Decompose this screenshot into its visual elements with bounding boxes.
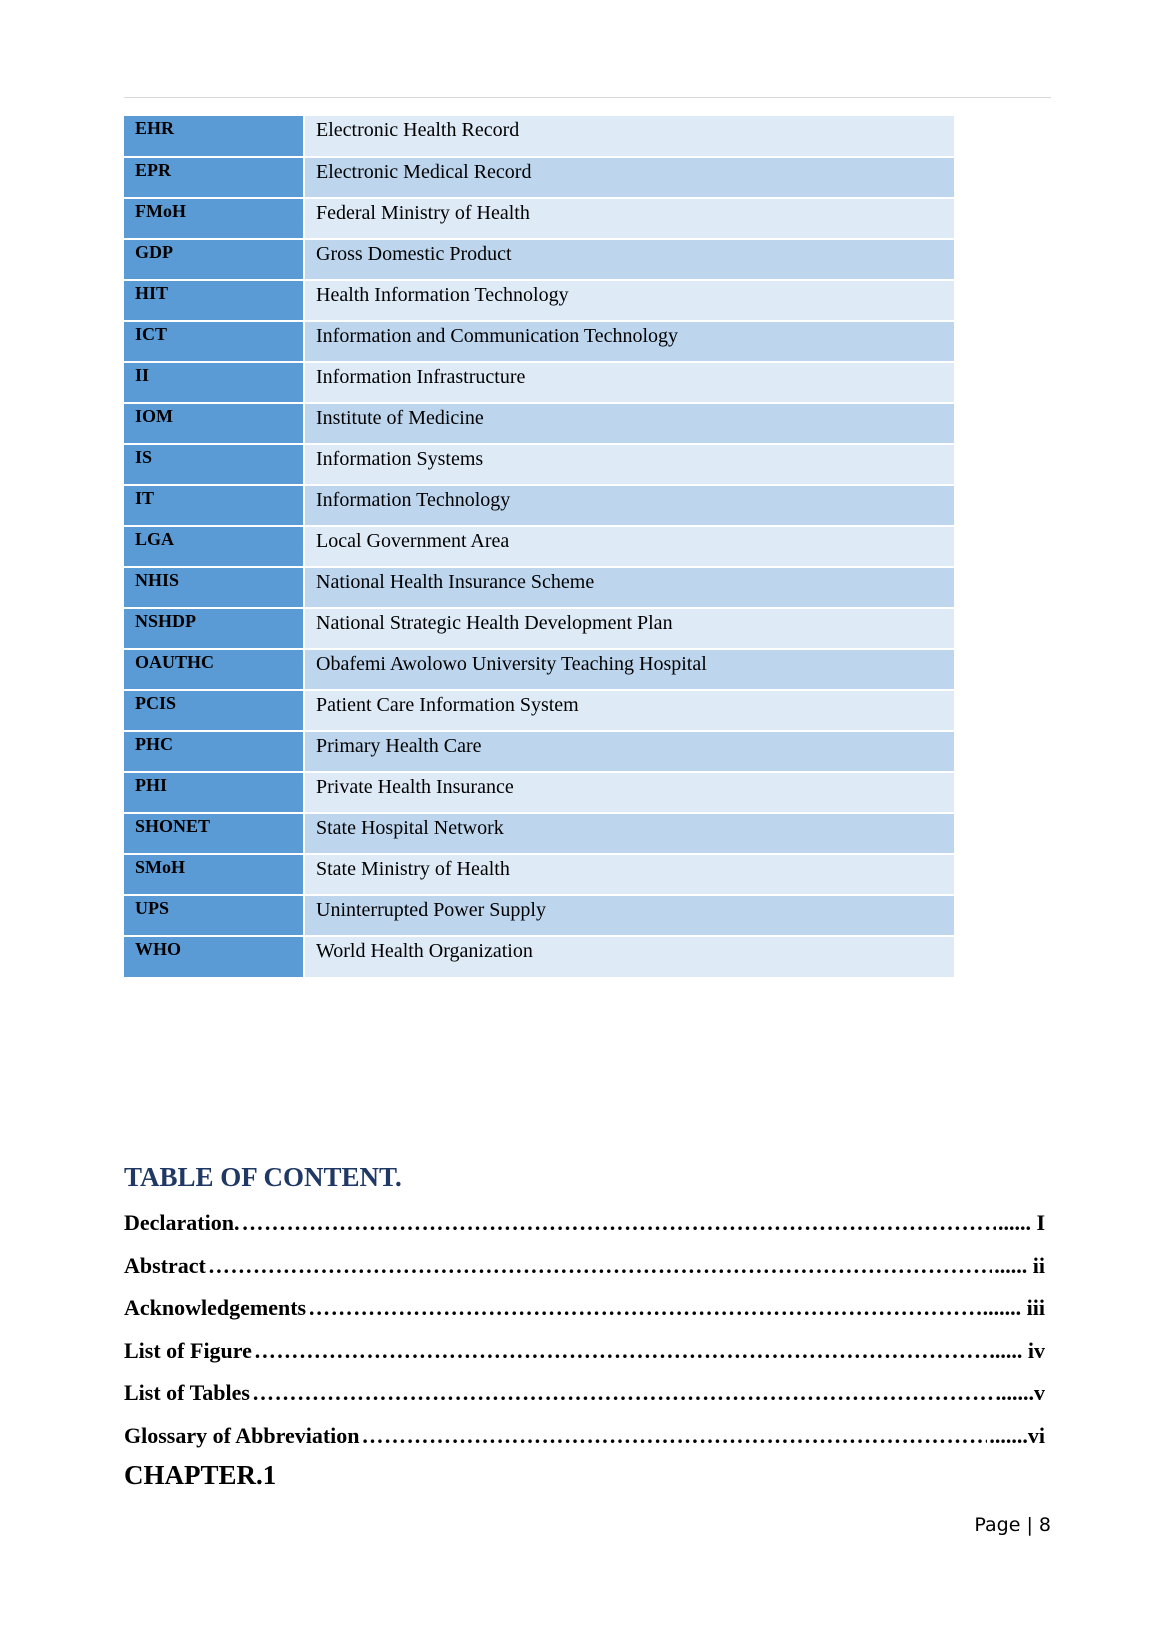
abbreviation-table-body (124, 116, 954, 977)
abbreviation-row (124, 444, 954, 485)
meaning-cell: State Hospital Network (304, 813, 954, 854)
abbreviation-cell: IS (124, 444, 304, 485)
toc-dot-leader (241, 1208, 995, 1238)
toc-entry-page: ...... I (997, 1210, 1045, 1235)
meaning-cell: Primary Health Care (304, 731, 954, 772)
meaning-cell: National Strategic Health Development Plan (304, 608, 954, 649)
meaning-cell: Information Infrastructure (304, 362, 954, 403)
meaning-cell: Information Systems (304, 444, 954, 485)
abbreviation-cell: PHI (124, 772, 304, 813)
toc-entry-label: List of Tables (124, 1380, 250, 1406)
toc-entry-label: Acknowledgements (124, 1295, 307, 1321)
toc-entry-page: .......vi (989, 1422, 1045, 1448)
meaning-cell: Local Government Area (304, 526, 954, 567)
abbreviation-cell: IOM (124, 403, 304, 444)
header-rule (124, 97, 1051, 98)
abbreviation-cell: SMoH (124, 854, 304, 895)
abbreviation-row (124, 239, 954, 280)
abbreviation-cell: GDP (124, 239, 304, 280)
toc-entry-page: ...... ii (994, 1252, 1045, 1278)
toc-entry-label: Glossary of Abbreviation (124, 1422, 360, 1448)
meaning-cell: Electronic Medical Record (304, 157, 954, 198)
abbreviation-row (124, 608, 954, 649)
toc-entry-page: ....... iii (982, 1295, 1045, 1321)
meaning-cell: Private Health Insurance (304, 772, 954, 813)
meaning-cell: Patient Care Information System (304, 690, 954, 731)
abbreviation-row (124, 731, 954, 772)
toc-entry (124, 1251, 1045, 1294)
meaning-cell: Gross Domestic Product (304, 239, 954, 280)
abbreviation-row (124, 854, 954, 895)
abbreviation-cell: NSHDP (124, 608, 304, 649)
abbreviation-row (124, 649, 954, 690)
abbreviation-cell: EHR (124, 116, 304, 157)
meaning-cell: Obafemi Awolowo University Teaching Hospital (304, 649, 954, 690)
abbreviation-row (124, 772, 954, 813)
toc-title: TABLE OF CONTENT. (124, 1162, 402, 1192)
abbreviation-cell: FMoH (124, 198, 304, 239)
toc-list (124, 1208, 1045, 1464)
toc-entry (124, 1336, 1045, 1379)
toc-dot-leader (254, 1336, 987, 1366)
meaning-cell: Federal Ministry of Health (304, 198, 954, 239)
meaning-cell: Uninterrupted Power Supply (304, 895, 954, 936)
page-number: Page | 8 (974, 1514, 1051, 1536)
meaning-cell: Information Technology (304, 485, 954, 526)
abbreviation-row (124, 280, 954, 321)
abbreviation-table (124, 116, 954, 977)
meaning-cell: Health Information Technology (304, 280, 954, 321)
abbreviation-row (124, 362, 954, 403)
toc-dot-leader (208, 1251, 992, 1281)
abbreviation-cell: UPS (124, 895, 304, 936)
abbreviation-cell: WHO (124, 936, 304, 977)
toc-dot-leader (252, 1378, 994, 1408)
abbreviation-row (124, 403, 954, 444)
abbreviation-cell: II (124, 362, 304, 403)
abbreviation-row (124, 567, 954, 608)
abbreviation-row (124, 526, 954, 567)
toc-entry-label: Declaration. (124, 1210, 240, 1235)
toc-entry (124, 1293, 1045, 1336)
abbreviation-cell: IT (124, 485, 304, 526)
chapter-heading: CHAPTER.1 (124, 1460, 277, 1490)
abbreviation-row (124, 813, 954, 854)
abbreviation-row (124, 321, 954, 362)
toc-entry (124, 1378, 1045, 1421)
abbreviation-row (124, 157, 954, 198)
abbreviation-cell: PHC (124, 731, 304, 772)
meaning-cell: Electronic Health Record (304, 116, 954, 157)
toc-entry (124, 1208, 1045, 1251)
meaning-cell: Institute of Medicine (304, 403, 954, 444)
abbreviation-cell: EPR (124, 157, 304, 198)
abbreviation-cell: HIT (124, 280, 304, 321)
abbreviation-row (124, 690, 954, 731)
abbreviation-cell: PCIS (124, 690, 304, 731)
abbreviation-row (124, 895, 954, 936)
abbreviation-cell: LGA (124, 526, 304, 567)
abbreviation-row (124, 936, 954, 977)
abbreviation-row (124, 116, 954, 157)
abbreviation-cell: OAUTHC (124, 649, 304, 690)
meaning-cell: Information and Communication Technology (304, 321, 954, 362)
toc-dot-leader (308, 1293, 981, 1323)
meaning-cell: World Health Organization (304, 936, 954, 977)
abbreviation-cell: NHIS (124, 567, 304, 608)
toc-entry-page: .......v (995, 1380, 1045, 1406)
abbreviation-row (124, 198, 954, 239)
abbreviation-cell: ICT (124, 321, 304, 362)
meaning-cell: National Health Insurance Scheme (304, 567, 954, 608)
toc-entry-page: ...... iv (989, 1337, 1045, 1363)
abbreviation-cell: SHONET (124, 813, 304, 854)
abbreviation-row (124, 485, 954, 526)
toc-dot-leader (362, 1421, 988, 1451)
toc-entry-label: List of Figure (124, 1337, 252, 1363)
toc-entry-label: Abstract (124, 1252, 206, 1278)
meaning-cell: State Ministry of Health (304, 854, 954, 895)
